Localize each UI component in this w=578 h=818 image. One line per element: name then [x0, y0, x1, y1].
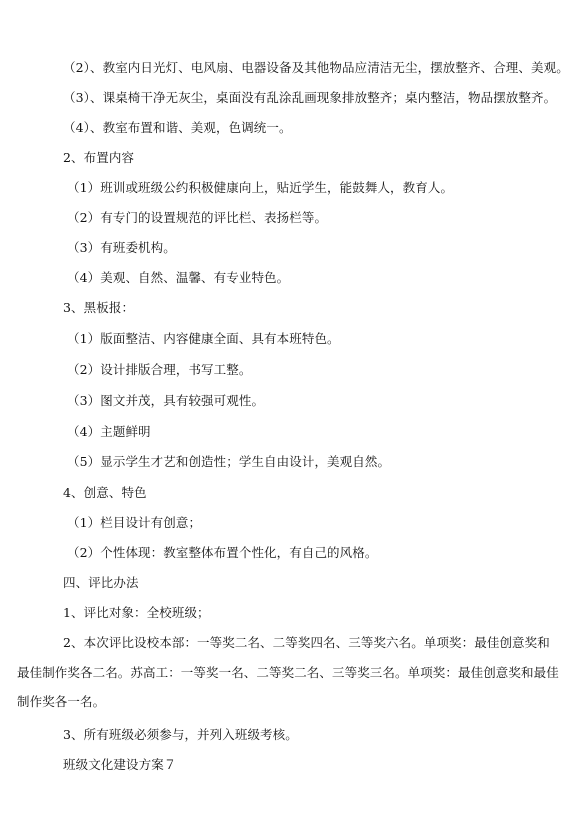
section-heading: 2、布置内容	[63, 150, 135, 165]
text-line: （3）、课桌椅干净无灰尘，桌面没有乱涂乱画现象排放整齐；桌内整洁，物品摆放整齐。	[63, 90, 557, 105]
text-line: （4）、教室布置和谐、美观，色调统一。	[63, 120, 292, 135]
section-title: 班级文化建设方案７	[63, 757, 177, 772]
text-line: （2）有专门的设置规范的评比栏、表扬栏等。	[67, 210, 328, 225]
text-line: （4）主题鲜明	[67, 424, 151, 439]
text-line: （3）图文并茂，具有较强可观性。	[67, 393, 265, 408]
text-line: （4）美观、自然、温馨、有专业特色。	[67, 270, 290, 285]
section-heading: 四、评比办法	[63, 575, 139, 590]
paragraph: 2、本次评比设校本部：一等奖二名、二等奖四名、三等奖六名。单项奖：最佳创意奖和最佳制作奖各二名。苏高工：一等奖一名、二等奖二名、三等奖三名。单项奖：最佳创意奖和最佳制作奖各一名。	[17, 635, 559, 709]
text-line: （1）版面整洁、内容健康全面、具有本班特色。	[67, 331, 340, 346]
text-line: （2）、教室内日光灯、电风扇、电器设备及其他物品应清洁无尘，摆放整齐、合理、美观。	[63, 60, 569, 75]
text-line: （2）个性体现：教室整体布置个性化，有自己的风格。	[67, 545, 378, 560]
text-line: 3、所有班级必须参与，并列入班级考核。	[63, 727, 298, 742]
text-line: （2）设计排版合理，书写工整。	[67, 362, 252, 377]
text-line: 1、评比对象：全校班级；	[63, 605, 210, 620]
section-heading: 3、黑板报：	[63, 300, 135, 315]
section-heading: 4、创意、特色	[63, 485, 147, 500]
text-line: （3）有班委机构。	[67, 240, 176, 255]
text-line: （1）班训或班级公约积极健康向上，贴近学生，能鼓舞人，教育人。	[67, 180, 454, 195]
text-line: （5）显示学生才艺和创造性；学生自由设计，美观自然。	[67, 454, 391, 469]
text-line: （1）栏目设计有创意；	[67, 515, 202, 530]
